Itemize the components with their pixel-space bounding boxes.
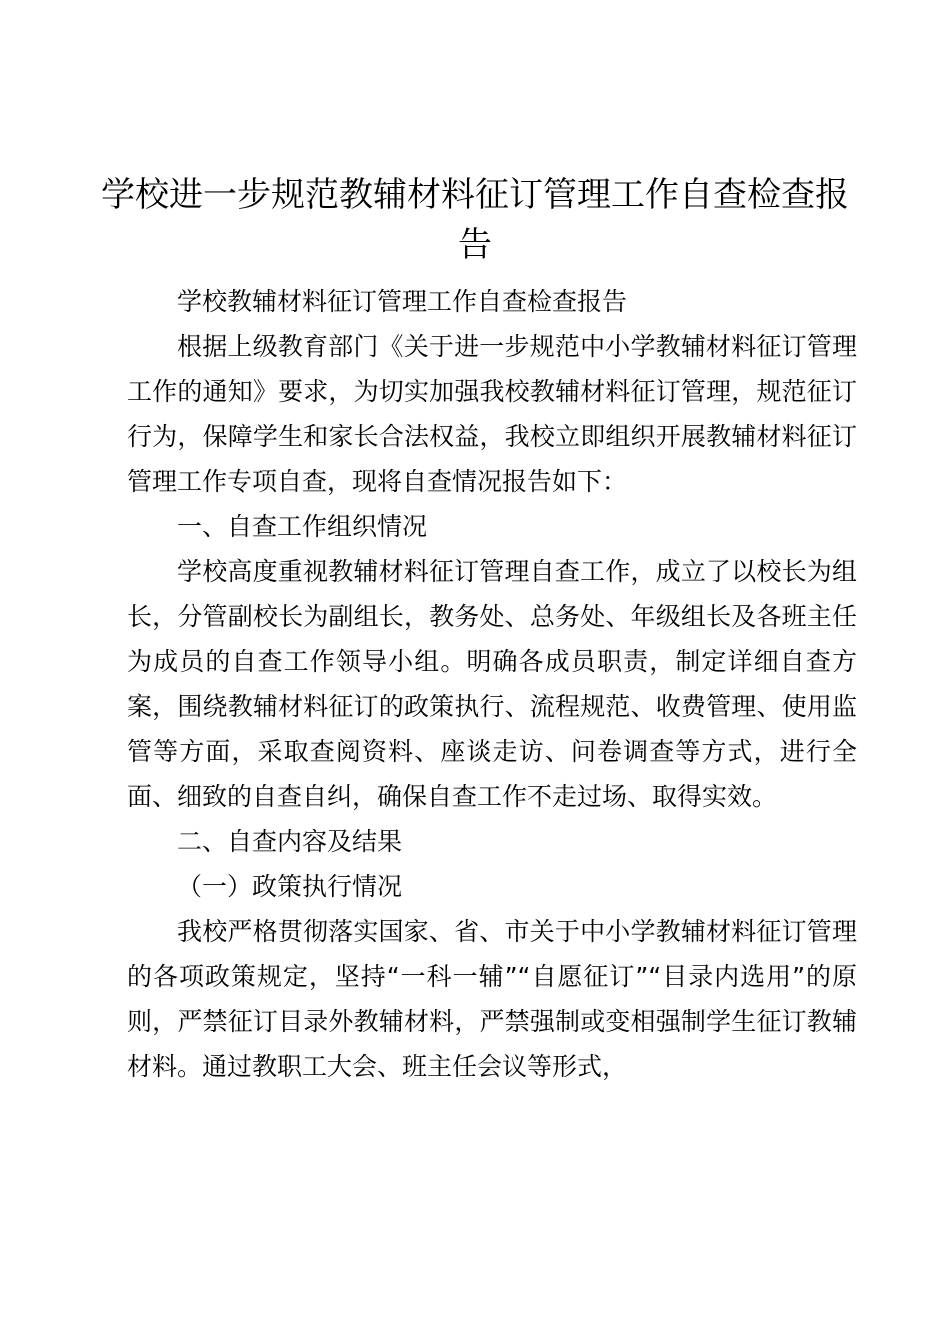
paragraph-policy: 我校严格贯彻落实国家、省、市关于中小学教辅材料征订管理的各项政策规定，坚持“一科一辅”“自愿征订”“目录内选用”的原则，严禁征订目录外教辅材料，严禁强制或变相强制学生征订教辅材料。通过教职工大会、班主任会议等形式， — [127, 917, 857, 1081]
subsection-heading-1: （一）政策执行情况 — [177, 872, 403, 901]
section-heading-1: 一、自查工作组织情况 — [177, 512, 428, 541]
section-heading-2: 二、自查内容及结果 — [177, 827, 403, 856]
paragraph-organization: 学校高度重视教辅材料征订管理自查工作，成立了以校长为组长，分管副校长为副组长，教务处、总务处、年级组长及各班主任为成员的自查工作领导小组。明确各成员职责，制定详细自查方案，围绕教辅材料征订的政策执行、流程规范、收费管理、使用监管等方面，采取查阅资料、座谈走访、问卷调查等方式，进行全面、细致的自查自纠，确保自查工作不走过场、取得实效。 — [127, 557, 857, 811]
document-title: 学校进一步规范教辅材料征订管理工作自查检查报告 — [101, 175, 849, 265]
paragraph-intro: 根据上级教育部门《关于进一步规范中小学教辅材料征订管理工作的通知》要求，为切实加强我校教辅材料征订管理，规范征订行为，保障学生和家长合法权益，我校立即组织开展教辅材料征订管理工作专项自查，现将自查情况报告如下： — [127, 332, 857, 496]
paragraph-subtitle: 学校教辅材料征订管理工作自查检查报告 — [177, 287, 628, 316]
document-body — [127, 279, 857, 1089]
